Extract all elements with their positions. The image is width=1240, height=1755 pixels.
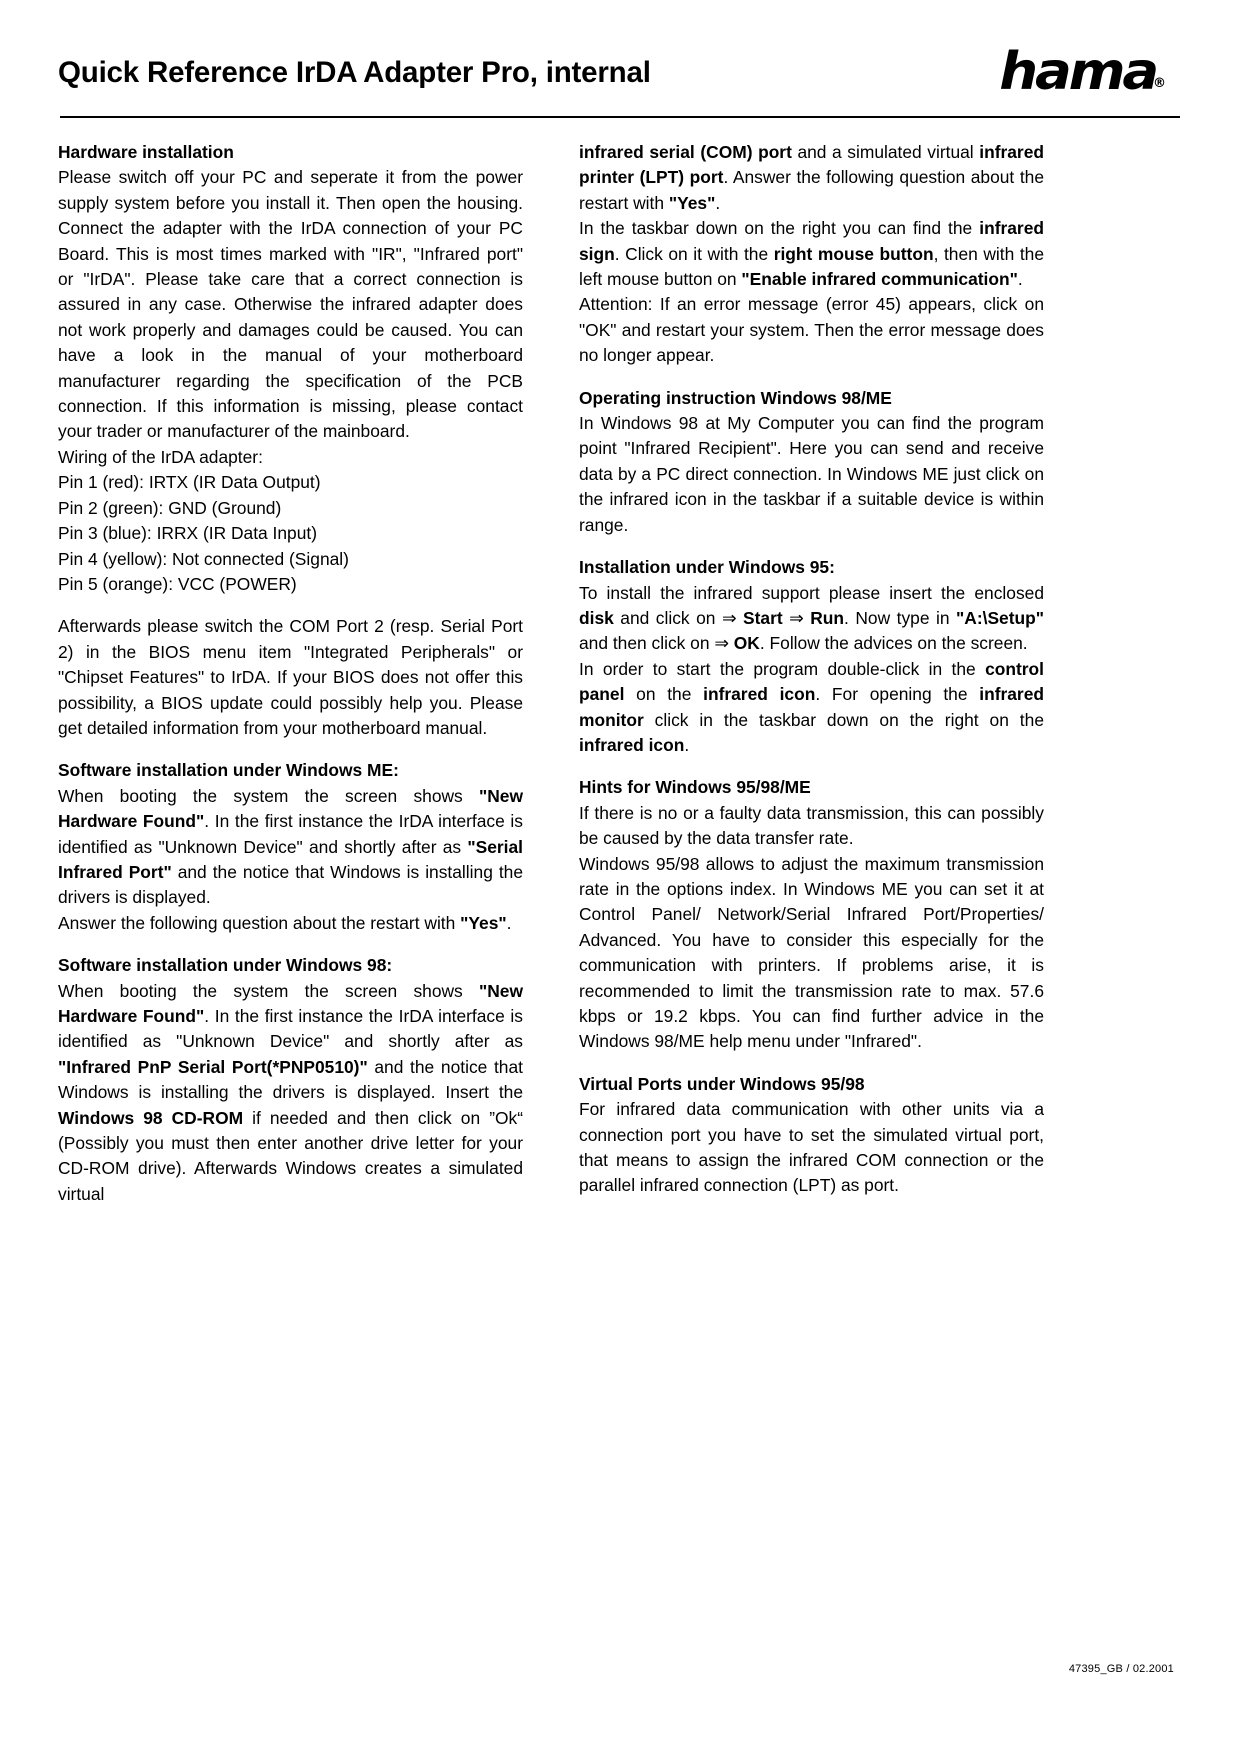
w98-text-b: "New Hardware Found" bbox=[58, 980, 523, 1026]
w95-text-i: OK bbox=[728, 633, 760, 654]
header-divider bbox=[60, 116, 1180, 118]
document-header bbox=[58, 40, 1182, 114]
me-text-d: "Serial Infrared Port" bbox=[58, 836, 523, 882]
page-title: Quick Reference IrDA Adapter Pro, internal bbox=[58, 56, 651, 89]
heading-virtual-ports: Virtual Ports under Windows 95/98 bbox=[579, 1073, 865, 1094]
cont-text-f: . bbox=[715, 192, 721, 213]
paragraph-windows-me-1 bbox=[58, 784, 523, 911]
me-text-c: . In the first instance the IrDA interface is identified as "Unknown Device" and shortly after as bbox=[58, 811, 523, 857]
spacer-r2 bbox=[579, 538, 1044, 555]
w95b-text-d: infrared icon bbox=[703, 684, 816, 705]
w95b-text-h: infrared icon bbox=[579, 734, 685, 755]
taskbar-text-f: "Enable infrared communication" bbox=[741, 269, 1018, 290]
heading-installation-windows-95: Installation under Windows 95: bbox=[579, 557, 835, 578]
left-column bbox=[58, 140, 523, 1207]
w95-text-h: and then click on bbox=[579, 633, 715, 654]
me-text-b: "New Hardware Found" bbox=[58, 785, 523, 832]
paragraph-operating-instruction: In Windows 98 at My Computer you can find the program point "Infrared Recipient". Here you can send and receive data by a PC direct connection. In Windows ME just click on the infrared icon in the taskbar if a suitable device is within range. bbox=[579, 413, 1044, 535]
w98-text-g: if needed and then click on ”Ok“ (Possibly you must then enter another drive letter for your CD-ROM drive). Afterwards Windows creates a simulated virtual bbox=[58, 1107, 523, 1204]
me2-text-b: "Yes" bbox=[460, 912, 507, 933]
pin-3: Pin 3 (blue): IRRX (IR Data Input) bbox=[58, 523, 318, 544]
wiring-list bbox=[58, 445, 523, 597]
wiring-intro: Wiring of the IrDA adapter: bbox=[58, 446, 263, 467]
content-columns bbox=[58, 140, 1182, 1207]
arrow-icon-1: ⇒ bbox=[721, 607, 737, 628]
w98-text-a: When booting the system the screen shows bbox=[58, 980, 479, 1001]
arrow-icon-2: ⇒ bbox=[789, 607, 804, 628]
right-column bbox=[579, 140, 1044, 1207]
w98-text-d: "Infrared PnP Serial Port(*PNP0510)" bbox=[58, 1056, 368, 1077]
paragraph-taskbar bbox=[579, 216, 1044, 292]
w95b-text-g: click in the taskbar down on the right on the bbox=[643, 709, 1044, 730]
w95-text-g: "A:\Setup" bbox=[956, 607, 1044, 628]
paragraph-attention: Attention: If an error message (error 45) appears, click on "OK" and restart your system. Then the error message does no longer appear. bbox=[579, 294, 1044, 366]
taskbar-text-b: infrared sign bbox=[579, 218, 1044, 264]
w95-text-f: . Now type in bbox=[844, 607, 957, 628]
taskbar-text-c: . Click on it with the bbox=[614, 243, 774, 264]
footer-code: 47395_GB / 02.2001 bbox=[1068, 1663, 1174, 1675]
pin-5: Pin 5 (orange): VCC (POWER) bbox=[58, 573, 297, 594]
me-text-a: When booting the system the screen shows bbox=[58, 785, 479, 806]
paragraph-windows-98 bbox=[58, 979, 523, 1208]
heading-hardware-installation: Hardware installation bbox=[58, 142, 234, 162]
paragraph-hardware-installation: Please switch off your PC and seperate it from the power supply system before you install it. Then open the housing. Connect the adapter with the IrDA connection of your PC Board. This is most times marked with "IR", "Infrared port" or "IrDA". Please take care that a correct connection is assured in any case. Otherwise the infrared adapter does not work properly and damages could be caused. You can have a look in the manual of your motherboard manufacturer regarding the specification of the PCB connection. If this information is missing, please contact your trader or manufacturer of the mainboard. bbox=[58, 167, 523, 442]
taskbar-text-g: . bbox=[1017, 269, 1023, 290]
paragraph-virtual-ports: For infrared data communication with other units via a connection port you have to set the simulated virtual port, that means to assign the infrared COM connection or the parallel infrared connection (LPT) as port. bbox=[579, 1099, 1044, 1196]
me2-text-c: . bbox=[506, 912, 512, 933]
spacer-r3 bbox=[579, 758, 1044, 775]
w95b-text-e: . For opening the bbox=[815, 684, 980, 705]
paragraph-windows-95-1 bbox=[579, 581, 1044, 657]
pin-4: Pin 4 (yellow): Not connected (Signal) bbox=[58, 548, 349, 569]
w95-text-e: Run bbox=[803, 607, 845, 628]
cont-text-c: infrared printer (LPT) port bbox=[579, 142, 1044, 188]
hama-logo bbox=[998, 42, 1166, 102]
paragraph-windows-95-2 bbox=[579, 657, 1044, 759]
pin-2: Pin 2 (green): GND (Ground) bbox=[58, 497, 282, 518]
w95-text-j: . Follow the advices on the screen. bbox=[759, 633, 1028, 654]
w95-text-a: To install the infrared support please insert the enclosed bbox=[579, 582, 1044, 603]
w98-text-e: and the notice that Windows is installing the drivers is displayed. Insert the bbox=[58, 1056, 523, 1103]
w95b-text-a: In order to start the program double-click in the bbox=[579, 658, 986, 679]
registered-trademark-icon: ® bbox=[1153, 76, 1166, 92]
spacer-r4 bbox=[579, 1055, 1044, 1072]
me-text-e: and the notice that Windows is installing the drivers is displayed. bbox=[58, 861, 524, 908]
w95b-text-b: control panel bbox=[579, 658, 1044, 705]
spacer-1 bbox=[58, 597, 523, 614]
cont-text-b: and a simulated virtual bbox=[791, 142, 980, 162]
w95b-text-i: . bbox=[684, 734, 690, 755]
logo-text: hama bbox=[998, 42, 1156, 102]
w98-text-c: . In the first instance the IrDA interface is identified as "Unknown Device" and shortly after as bbox=[58, 1006, 523, 1052]
w95-text-b: disk bbox=[579, 607, 614, 628]
w95b-text-f: infrared monitor bbox=[579, 684, 1044, 730]
taskbar-text-d: right mouse button bbox=[773, 243, 934, 264]
heading-operating-instruction: Operating instruction Windows 98/ME bbox=[579, 387, 892, 408]
paragraph-windows-me-2 bbox=[58, 911, 523, 936]
w95b-text-c: on the bbox=[624, 684, 704, 705]
w95-text-d: Start bbox=[736, 607, 790, 628]
heading-hints: Hints for Windows 95/98/ME bbox=[579, 777, 811, 798]
taskbar-text-a: In the taskbar down on the right you can find the bbox=[579, 218, 980, 239]
paragraph-hints-1: If there is no or a faulty data transmission, this can possibly be caused by the data transfer rate. bbox=[579, 802, 1044, 849]
paragraph-hints-2: Windows 95/98 allows to adjust the maximum transmission rate in the options index. In Windows ME you can set it at Control Panel/ Network/Serial Infrared Port/Properties/ Advanced. You have to consider this especially for the communication with printers. If problems arise, it is recommended to limit the transmission rate to max. 57.6 kbps or 19.2 kbps. You can find further advice in the Windows 98/ME help menu under "Infrared". bbox=[579, 853, 1044, 1052]
me2-text-a: Answer the following question about the restart with bbox=[58, 912, 461, 933]
cont-text-a: infrared serial (COM) port bbox=[579, 142, 792, 162]
heading-software-windows-me: Software installation under Windows ME: bbox=[58, 760, 399, 781]
cont-text-d: . Answer the following question about the restart with bbox=[579, 167, 1044, 213]
paragraph-continued-ports bbox=[579, 140, 1044, 216]
paragraph-bios: Afterwards please switch the COM Port 2 (resp. Serial Port 2) in the BIOS menu item "Integrated Peripherals" or "Chipset Features" to IrDA. If your BIOS does not offer this possibility, a BIOS update could possibly help you. Please get detailed information from your motherboard manual. bbox=[58, 616, 523, 738]
arrow-icon-3: ⇒ bbox=[714, 633, 729, 654]
spacer-r1 bbox=[579, 369, 1044, 386]
heading-software-windows-98: Software installation under Windows 98: bbox=[58, 955, 393, 976]
taskbar-text-e: , then with the left mouse button on bbox=[579, 243, 1045, 290]
pin-1: Pin 1 (red): IRTX (IR Data Output) bbox=[58, 472, 321, 493]
w98-text-f: Windows 98 CD-ROM bbox=[58, 1107, 244, 1128]
cont-text-e: "Yes" bbox=[668, 192, 716, 213]
w95-text-c: and click on bbox=[613, 607, 722, 628]
spacer-2 bbox=[58, 741, 523, 758]
spacer-3 bbox=[58, 936, 523, 953]
